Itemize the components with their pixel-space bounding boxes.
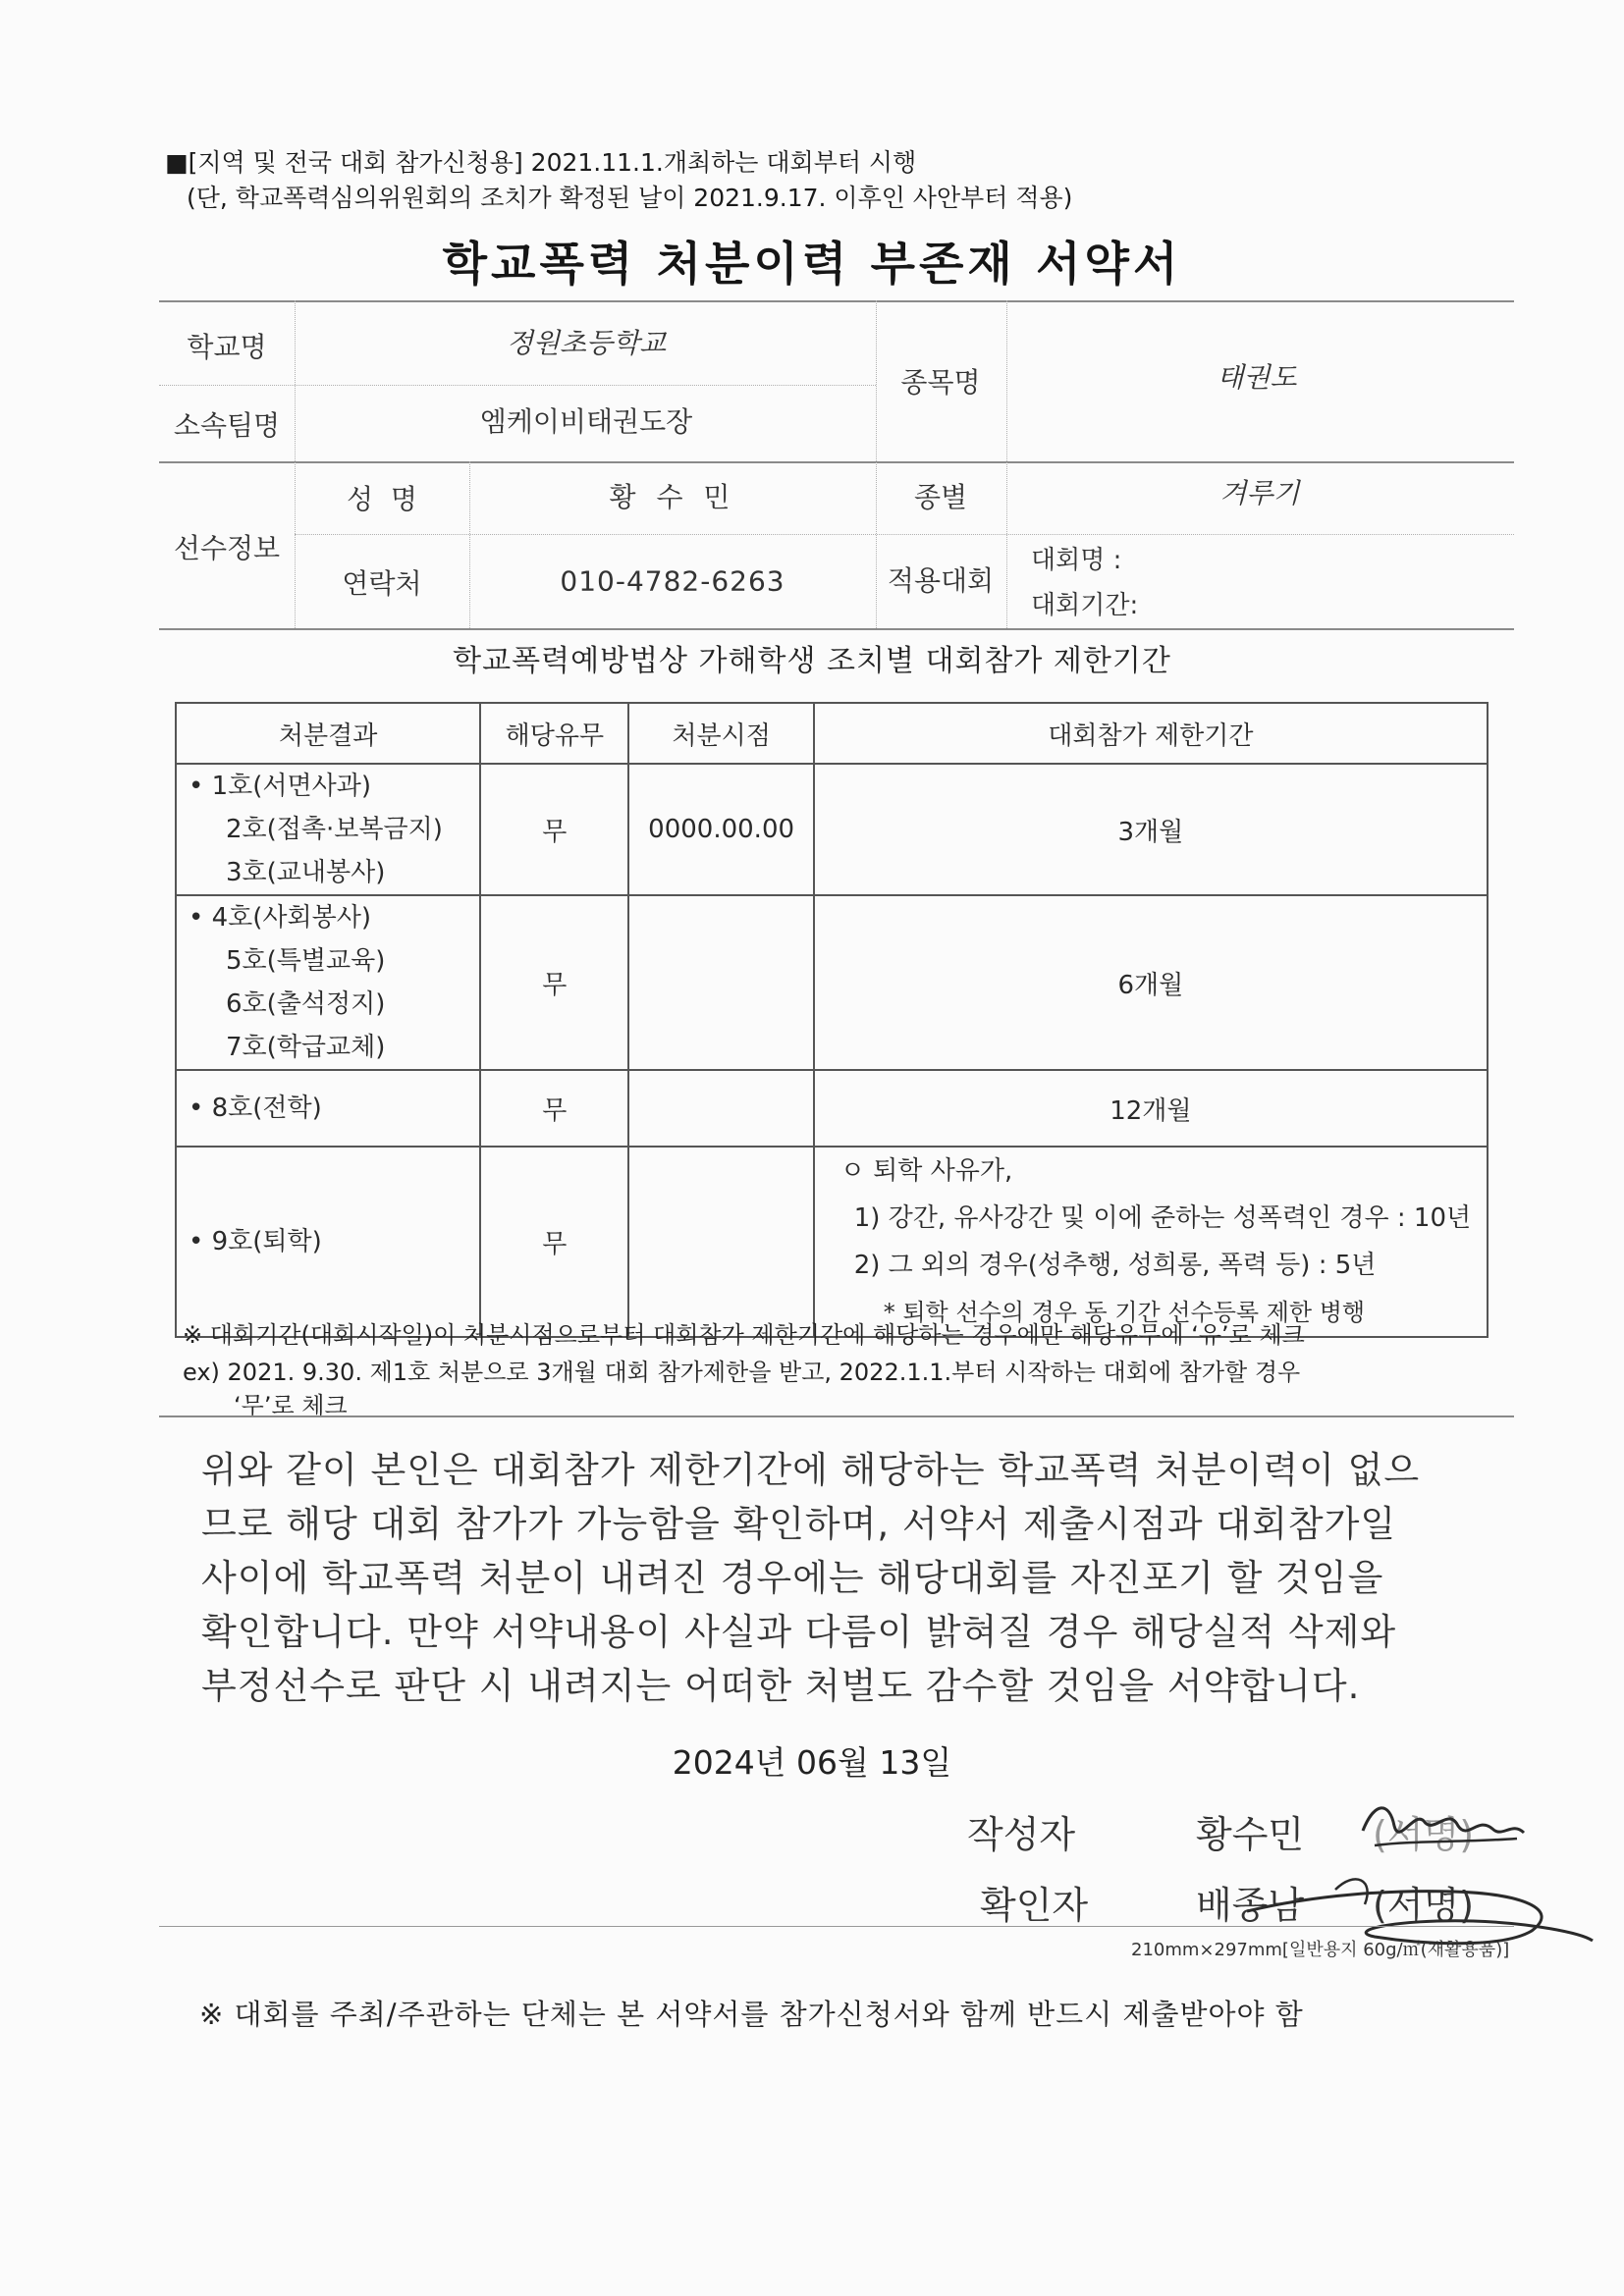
- writer-sign-hint: (서명): [1373, 1813, 1475, 1856]
- table-row: [176, 895, 1488, 1070]
- result-line: 7호(학급교체): [226, 1033, 386, 1062]
- confirmer-sign-hint: (서명): [1373, 1884, 1475, 1927]
- row-result: [176, 895, 480, 1070]
- competition-period-label: 대회기간:: [1031, 591, 1139, 620]
- pledge-line: 부정선수로 판단 시 내려지는 어떠한 처벌도 감수할 것임을 서약합니다.: [201, 1665, 1361, 1707]
- restriction-table: [175, 702, 1489, 1338]
- table-note-example: ex) 2021. 9.30. 제1호 처분으로 3개월 대회 참가제한을 받고, 2022.1.1.부터 시작하는 대회에 참가할 경우: [183, 1359, 1301, 1386]
- result-line: 3호(교내봉사): [226, 858, 386, 887]
- pledge-date: 2024년 06월 13일: [672, 1743, 952, 1782]
- condition-line: ㅇ 퇴학 사유가,: [839, 1156, 1013, 1186]
- player-info-label: 선수정보: [173, 532, 281, 564]
- notes-rule: [159, 1415, 1514, 1417]
- notice-line-1: ■[지역 및 전국 대회 참가신청용] 2021.11.1.개최하는 대회부터 시행: [165, 148, 917, 177]
- row-date: [628, 1147, 813, 1337]
- event-label: 종별: [913, 481, 968, 513]
- info-col-divider: [469, 461, 470, 628]
- info-top-rule: [159, 300, 1514, 302]
- result-line: 6호(출석정지): [226, 989, 386, 1019]
- row-period-conditions: [814, 1147, 1488, 1337]
- row-result: [176, 1070, 480, 1147]
- condition-line: * 퇴학 선수의 경우 동 기간 선수등록 제한 병행: [883, 1299, 1366, 1326]
- info-divider: [159, 385, 876, 386]
- pledge-text: [201, 1443, 1497, 1713]
- footer-note: ※ 대회를 주최/주관하는 단체는 본 서약서를 참가신청서와 함께 반드시 제출받아야 함: [199, 1998, 1304, 2031]
- condition-line: 2) 그 외의 경우(성추행, 성희롱, 폭력 등) : 5년: [853, 1251, 1377, 1280]
- header-date: 처분시점: [628, 703, 813, 764]
- pledge-line: 위와 같이 본인은 대회참가 제한기간에 해당하는 학교폭력 처분이력이 없으: [201, 1449, 1421, 1491]
- school-label: 학교명: [187, 331, 267, 363]
- result-line: • 9호(퇴학): [189, 1227, 322, 1256]
- row-period: 12개월: [814, 1070, 1488, 1147]
- competition-label: 적용대회: [887, 564, 995, 597]
- info-col-divider: [295, 300, 296, 628]
- row-period: 3개월: [814, 764, 1488, 895]
- table-note: ※ 대회기간(대회시작일)이 처분시점으로부터 대회참가 제한기간에 해당하는 경우에만 해당유무에 ‘유’로 체크: [183, 1321, 1305, 1349]
- info-divider: [295, 534, 1514, 535]
- writer-name: 황수민: [1196, 1813, 1305, 1856]
- result-line: • 4호(사회봉사): [189, 903, 372, 933]
- confirmer-label: 확인자: [980, 1884, 1089, 1927]
- header-period: 대회참가 제한기간: [814, 703, 1488, 764]
- name-value: 황 수 민: [609, 481, 736, 513]
- info-col-divider: [1006, 300, 1007, 628]
- header-applicable: 해당유무: [480, 703, 628, 764]
- notice-block: [165, 145, 1072, 216]
- row-date: 0000.00.00: [628, 764, 813, 895]
- paper-spec: 210mm×297mm[일반용지 60g/㎡(재활용품)]: [1131, 1940, 1510, 1960]
- row-period: 6개월: [814, 895, 1488, 1070]
- result-line: • 1호(서면사과): [189, 772, 372, 801]
- result-line: • 8호(전학): [189, 1094, 322, 1123]
- row-applicable: 무: [480, 764, 628, 895]
- writer-label: 작성자: [967, 1813, 1076, 1856]
- pledge-line: 확인합니다. 만약 서약내용이 사실과 다름이 밝혀질 경우 해당실적 삭제와: [201, 1611, 1397, 1653]
- document-title: 학교폭력 처분이력 부존재 서약서: [442, 238, 1182, 292]
- notice-line-2: (단, 학교폭력심의위원회의 조치가 확정된 날이 2021.9.17. 이후인 사안부터 적용): [187, 184, 1073, 212]
- table-row: [176, 1147, 1488, 1337]
- info-col-divider: [876, 300, 877, 628]
- table-header-row: [176, 703, 1488, 764]
- info-mid-rule: [159, 461, 1514, 463]
- condition-line: 1) 강간, 유사강간 및 이에 준하는 성폭력인 경우 : 10년: [853, 1203, 1472, 1233]
- restriction-subtitle: 학교폭력예방법상 가해학생 조치별 대회참가 제한기간: [453, 644, 1171, 678]
- result-line: 5호(특별교육): [226, 946, 386, 976]
- contact-value: 010-4782-6263: [560, 564, 785, 598]
- school-value: 정원초등학교: [506, 327, 667, 359]
- row-result: [176, 1147, 480, 1337]
- row-date: [628, 895, 813, 1070]
- table-row: [176, 1070, 1488, 1147]
- table-row: [176, 764, 1488, 895]
- header-result: 처분결과: [176, 703, 480, 764]
- pledge-line: 므로 해당 대회 참가가 가능함을 확인하며, 서약서 제출시점과 대회참가일: [201, 1503, 1397, 1545]
- result-line: 2호(접촉·보복금지): [226, 815, 443, 844]
- signature-rule: [159, 1926, 1514, 1927]
- sport-value: 태권도: [1217, 361, 1297, 394]
- confirmer-name: 배종남: [1196, 1884, 1305, 1927]
- table-note-example-cont: ‘무’로 체크: [234, 1392, 348, 1419]
- row-date: [628, 1070, 813, 1147]
- sport-label: 종목명: [900, 366, 981, 399]
- pledge-line: 사이에 학교폭력 처분이 내려진 경우에는 해당대회를 자진포기 할 것임을: [201, 1557, 1384, 1599]
- row-applicable: 무: [480, 1070, 628, 1147]
- team-label: 소속팀명: [173, 409, 281, 442]
- row-applicable: 무: [480, 1147, 628, 1337]
- event-value: 겨루기: [1219, 477, 1300, 509]
- info-bottom-rule: [159, 628, 1514, 630]
- name-label: 성 명: [347, 483, 417, 515]
- team-value: 엠케이비태권도장: [479, 405, 693, 438]
- row-applicable: 무: [480, 895, 628, 1070]
- contact-label: 연락처: [342, 567, 422, 600]
- row-result: [176, 764, 480, 895]
- competition-name-label: 대회명 :: [1031, 546, 1122, 575]
